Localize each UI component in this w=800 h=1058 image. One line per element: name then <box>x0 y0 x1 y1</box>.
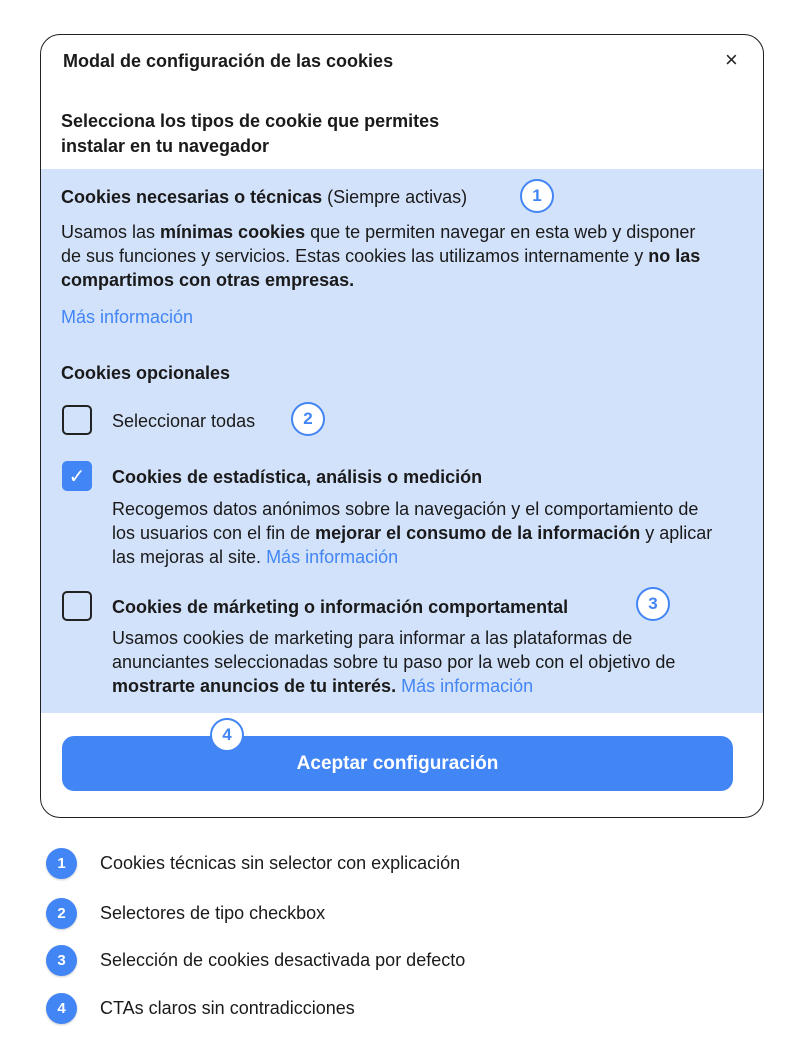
number-badge: 4 <box>46 993 77 1024</box>
number-badge: 3 <box>46 945 77 976</box>
legend-item <box>46 945 465 976</box>
check-icon: ✓ <box>68 465 86 488</box>
text: Usamos cookies de marketing para informar a las plataformas de anunciantes seleccionadas sobre tu paso por la web con el objetivo de <box>112 628 676 672</box>
marketing-label[interactable]: Cookies de márketing o información comportamental <box>112 597 569 617</box>
select-all-label[interactable]: Seleccionar todas <box>112 411 256 431</box>
annotation-badge-4: 4 <box>210 718 244 752</box>
text: que te permiten navegar en esta web y disponer de sus funciones y servicios. Estas cookies las utilizamos internamente y <box>61 222 696 266</box>
necessary-description <box>61 220 701 292</box>
annotation-badge-2: 2 <box>291 402 325 436</box>
close-icon[interactable]: × <box>725 47 738 72</box>
text-bold: mostrarte anuncios de tu interés. <box>112 676 397 696</box>
text: Recogemos datos anónimos sobre la navegación y el comportamiento de los usuarios con el fin de <box>112 499 699 543</box>
necessary-heading <box>61 185 467 209</box>
legend-item <box>46 898 325 929</box>
accept-configuration-button[interactable]: Aceptar configuración <box>62 736 733 791</box>
legend-text: CTAs claros sin contradicciones <box>100 998 355 1018</box>
text: y aplicar las mejoras al site. <box>112 523 713 567</box>
cookie-options-panel <box>41 169 763 713</box>
subtitle-line: Selecciona los tipos de cookie que permites <box>61 111 440 131</box>
necessary-title: Cookies necesarias o técnicas <box>61 187 323 207</box>
modal-subtitle <box>61 109 439 159</box>
legend-item <box>46 993 355 1024</box>
text-bold: mínimas cookies <box>160 222 306 242</box>
select-all-checkbox[interactable] <box>62 405 92 435</box>
marketing-checkbox[interactable] <box>62 591 92 621</box>
statistics-label[interactable]: Cookies de estadística, análisis o medición <box>112 467 483 487</box>
always-active-note: (Siempre activas) <box>322 187 468 207</box>
legend-text: Selección de cookies desactivada por defecto <box>100 950 466 970</box>
text-bold: mejorar el consumo de la información <box>315 523 641 543</box>
modal-title: Modal de configuración de las cookies <box>63 51 394 71</box>
marketing-more-info-link[interactable]: Más información <box>396 676 534 696</box>
legend-text: Selectores de tipo checkbox <box>100 903 326 923</box>
annotation-badge-1: 1 <box>520 179 554 213</box>
optional-heading: Cookies opcionales <box>61 363 231 383</box>
number-badge: 2 <box>46 898 77 929</box>
statistics-more-info-link[interactable]: Más información <box>266 547 399 567</box>
text-bold: no las compartimos con otras empresas. <box>61 246 701 290</box>
legend-item <box>46 848 460 879</box>
subtitle-line: instalar en tu navegador <box>61 136 270 156</box>
text: Usamos las <box>61 222 161 242</box>
marketing-description <box>112 626 732 698</box>
number-badge: 1 <box>46 848 77 879</box>
annotation-badge-3: 3 <box>636 587 670 621</box>
cookie-settings-modal <box>40 34 764 818</box>
statistics-checkbox[interactable] <box>62 461 92 491</box>
legend-text: Cookies técnicas sin selector con explicación <box>100 853 461 873</box>
necessary-more-info-link[interactable]: Más información <box>61 307 194 327</box>
statistics-description <box>112 497 722 569</box>
